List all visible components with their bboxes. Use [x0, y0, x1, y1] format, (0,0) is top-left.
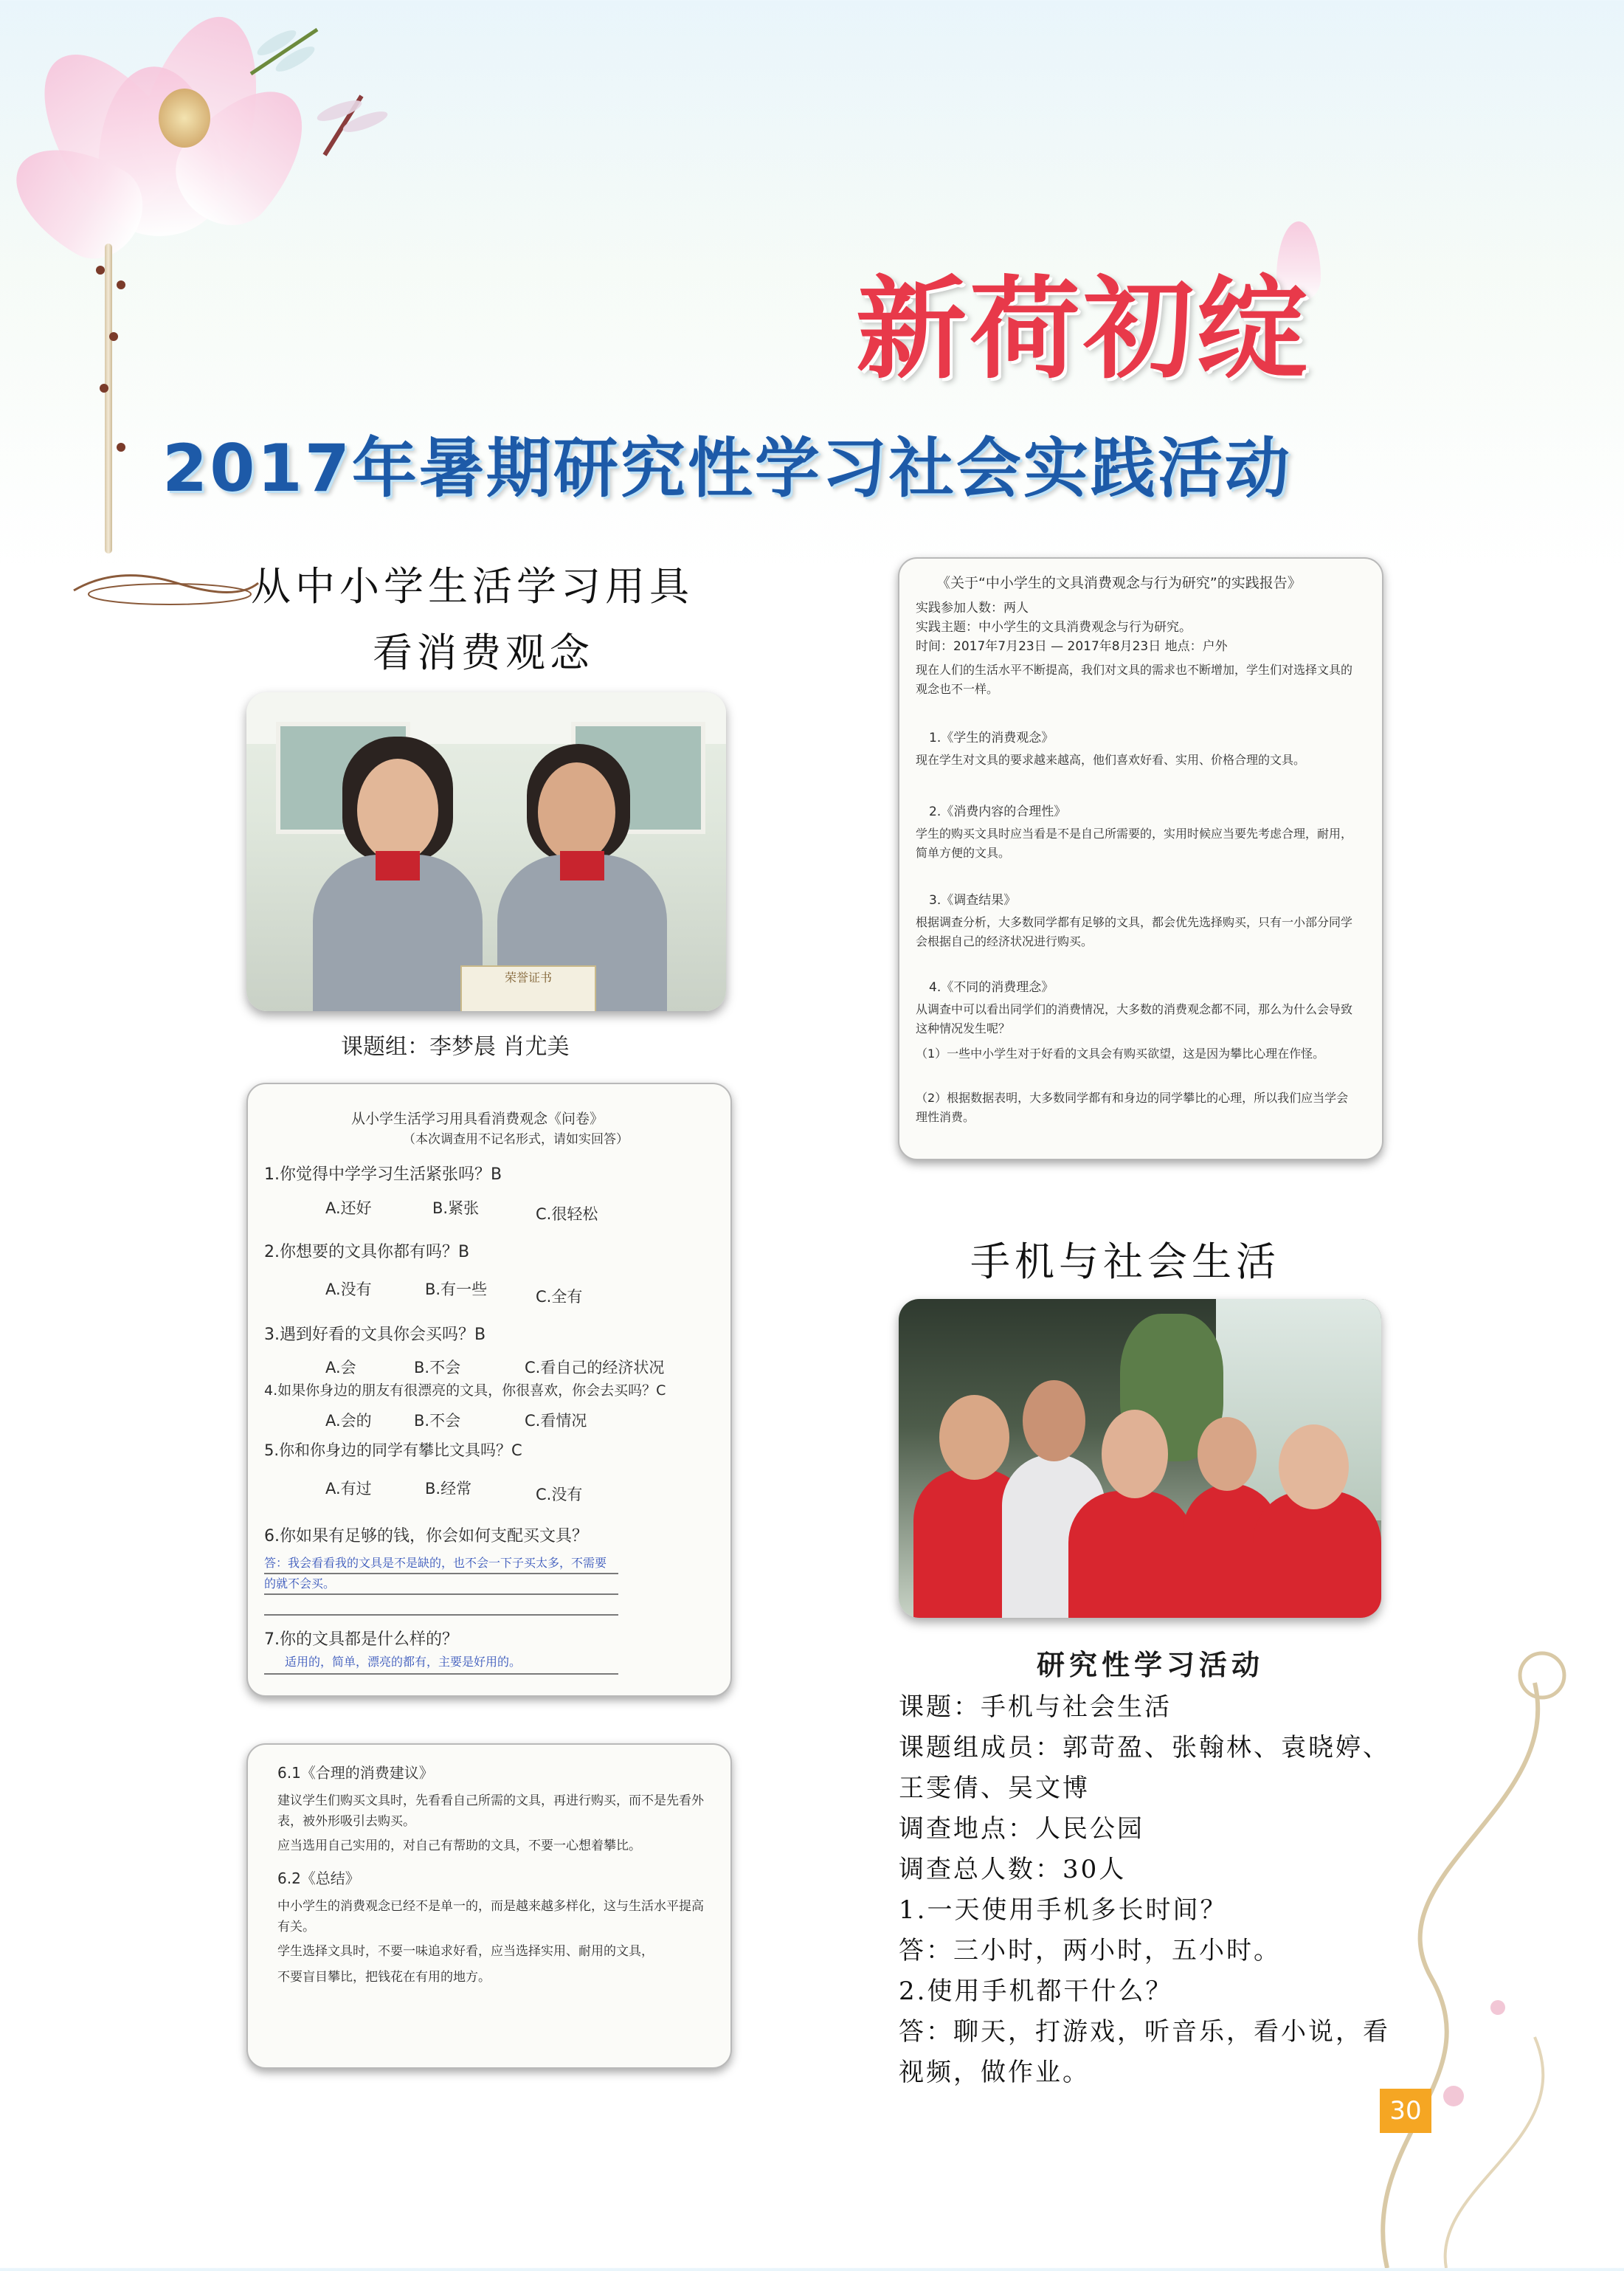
photo-caption: 课题组：李梦晨 肖尤美	[341, 1034, 570, 1060]
page-title: 新荷初绽	[856, 266, 1311, 394]
article-heading-line2: 看消费观念	[373, 630, 594, 676]
dragonfly-icon	[310, 81, 391, 162]
certificate: 荣誉证书	[460, 965, 596, 1011]
vine-decoration	[1343, 1624, 1623, 2268]
group-photo-stationery	[246, 692, 726, 1011]
article-heading-line1: 从中小学生活学习用具	[251, 563, 694, 610]
question-2: 2.使用手机都干什么？	[899, 1977, 1173, 2006]
answer-1: 答：三小时，两小时，五小时。	[899, 1936, 1281, 1965]
page-number-badge: 30	[1380, 2089, 1431, 2133]
info-members: 课题组成员：郭苛盈、张翰林、袁晓婷、	[899, 1733, 1390, 1762]
answer-2-cont: 视频，做作业。	[899, 2058, 1090, 2087]
info-topic: 课题：手机与社会生活	[899, 1692, 1172, 1722]
page-subtitle: 2017年暑期研究性学习社会实践活动	[162, 430, 1292, 506]
question-1: 1.一天使用手机多长时间？	[899, 1895, 1228, 1925]
article-heading-phone: 手机与社会生活	[970, 1238, 1280, 1285]
lotus-seedpod-icon	[159, 89, 210, 148]
practice-report: 《关于“中小学生的文具消费观念与行为研究”的实践报告》 实践参加人数：两人 实践主题：中小学生的文具消费观念与行为研究。 时间：2017年7月23日 — 2017年8月23日 地点：户外 现在人们的生活水平不断提高，我们对文具的需求也不断增加，学生们对选择文具的观念也不一样。 1.《学生的消费观念》 现在学生对文具的要求越来越高，他们喜欢好看、实用、价格合理的文具。 2.《消费内容的合理性》 学生的购买文具时应当看是不是自己所需要的，实用时候应当要先考虑合理，耐用，简单方便的文具。 3.《调查结果》 根据调查分析，大多数同学都有足够的文具，都会优先选择购买，只有一小部分同学会根据自己的经济状况进行购买。 4.《不同的消费理念》 从调查中可以看出同学们的消费情况，大多数的消费观念都不同，那么为什么会导致这种情况发生呢？ （1）一些中小学生对于好看的文具会有购买欲望，这是因为攀比心理在作怪。 （2）根据数据表明，大多数同学都有和身边的同学攀比的心理，所以我们应当学会理性消费。	[898, 557, 1383, 1160]
dragonfly-icon	[243, 22, 325, 81]
survey-questionnaire: 从小学生活学习用具看消费观念《问卷》 （本次调查用不记名形式，请如实回答） 1.你觉得中学学习生活紧张吗？B A.还好 B.紧张 C.很轻松 2.你想要的文具你都有吗？B A.没有 B.有一些 C.全有 3.遇到好看的文具你会买吗？B A.会 B.不会 C.看自己的经济状况 4.如果你身边的朋友有很漂亮的文具，你很喜欢，你会去买吗？C A.会的 B.不会 C.看情况 5.你和你身边的同学有攀比文具吗？C A.有过 B.经常 C.没有 6.你如果有足够的钱，你会如何支配买文具？ 答：我会看看我的文具是不是缺的，也不会一下子买太多，不需要的就不会买。 7.你的文具都是什么样的？ 适用的，简单，漂亮的都有，主要是好用的。	[246, 1083, 732, 1697]
group-photo-phone	[899, 1299, 1381, 1618]
info-location: 调查地点：人民公园	[899, 1814, 1144, 1844]
activity-title: 研究性学习活动	[1037, 1648, 1265, 1681]
answer-2: 答：聊天，打游戏，听音乐，看小说，看	[899, 2017, 1390, 2047]
water-ripple-icon	[66, 561, 266, 613]
consumption-suggestion-page: 6.1《合理的消费建议》 建议学生们购买文具时，先看看自己所需的文具，再进行购买，而不是先看外表，被外形吸引去购买。 应当选用自己实用的，对自己有帮助的文具，不要一心想着攀比。 6.2《总结》 中小学生的消费观念已经不是单一的，而是越来越多样化，这与生活水平提高有关。 学生选择文具时，不要一味追求好看，应当选择实用、耐用的文具， 不要盲目攀比，把钱花在有用的地方。	[246, 1743, 732, 2069]
info-total: 调查总人数：30人	[899, 1855, 1127, 1884]
info-members-cont: 王雯倩、吴文博	[899, 1774, 1090, 1803]
